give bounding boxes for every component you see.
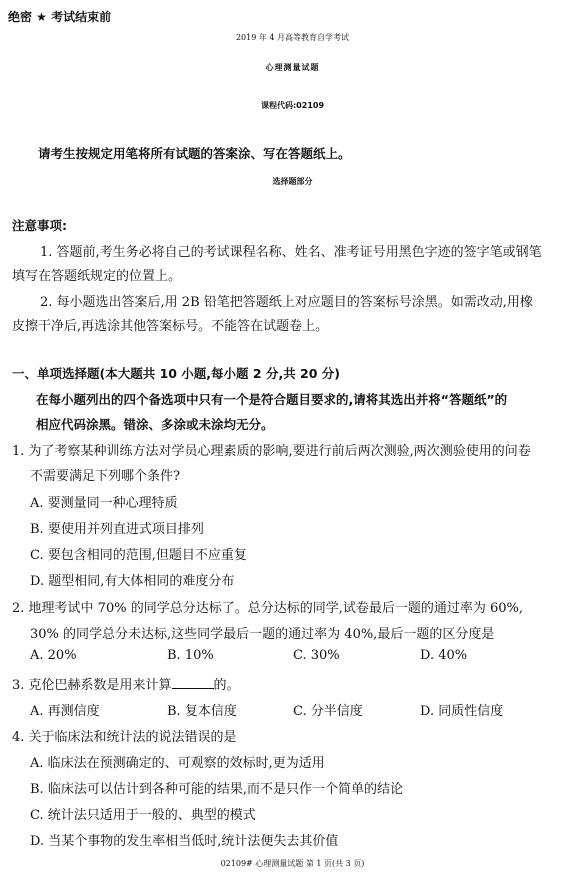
- note-1-line-2: 填写在答题纸规定的位置上。: [12, 269, 182, 284]
- q3-answer-blank: [172, 677, 214, 689]
- section-title: 选择题部分: [272, 177, 313, 186]
- q3-option-d: D. 同质性信度: [420, 704, 504, 719]
- main-instruction: 请考生按规定用笔将所有试题的答案涂、写在答题纸上。: [38, 146, 351, 161]
- q1-stem-line-1: 1. 为了考察某种训练方法对学员心理素质的影响,要进行前后两次测验,两次测验使用的问卷: [12, 444, 531, 459]
- q1-option-c: C. 要包含相同的范围,但题目不应重复: [30, 548, 247, 563]
- q1-option-b: B. 要使用并列直进式项目排列: [30, 522, 204, 537]
- q2-stem-line-1: 2. 地理考试中 70% 的同学总分达标了。总分达标的同学,试卷最后一题的通过率为 60%,: [12, 601, 523, 616]
- page-footer: 02109# 心理测量试题 第 1 页(共 3 页): [220, 859, 365, 868]
- q3-stem-after: 的。: [213, 678, 240, 693]
- q2-option-a: A. 20%: [30, 648, 77, 663]
- part1-desc-line-1: 在每小题列出的四个备选项中只有一个是符合题目要求的,请将其选出并将“答题纸”的: [36, 392, 508, 407]
- q3-option-c: C. 分半信度: [293, 704, 363, 719]
- paper-title: 心理测量试题: [265, 63, 320, 72]
- q4-option-b: B. 临床法可以估计到各种可能的结果,而不是只作一个简单的结论: [30, 782, 403, 797]
- note-2-line-1: 2. 每小题选出答案后,用 2B 铅笔把答题纸上对应题目的答案标号涂黑。如需改动,用橡: [40, 295, 533, 310]
- q2-option-c: C. 30%: [293, 648, 340, 663]
- q4-option-d: D. 当某个事物的发生率相当低时,统计法便失去其价值: [30, 834, 339, 849]
- part1-desc-line-2: 相应代码涂黑。错涂、多涂或未涂均无分。: [36, 417, 274, 432]
- q2-stem-line-2: 30% 的同学总分未达标,这些同学最后一题的通过率为 40%,最后一题的区分度是: [30, 627, 495, 642]
- q1-stem-line-2: 不需要满足下列哪个条件?: [30, 469, 180, 484]
- part1-heading: 一、单项选择题(本大题共 10 小题,每小题 2 分,共 20 分): [12, 366, 341, 381]
- note-2-line-2: 皮擦干净后,再选涂其他答案标号。不能答在试题卷上。: [12, 319, 329, 334]
- q1-option-d: D. 题型相同,有大体相同的难度分布: [30, 574, 235, 589]
- confidential-label: 绝密 ★ 考试结束前: [8, 10, 112, 24]
- q2-option-b: B. 10%: [167, 648, 214, 663]
- note-1-line-1: 1. 答题前,考生务必将自己的考试课程名称、姓名、准考证号用黑色字迹的签字笔或钢笔: [40, 245, 542, 260]
- q2-option-d: D. 40%: [420, 648, 468, 663]
- notes-heading: 注意事项:: [12, 218, 67, 233]
- course-code: 课程代码:02109: [260, 101, 325, 110]
- q3-option-b: B. 复本信度: [167, 704, 237, 719]
- q4-option-c: C. 统计法只适用于一般的、典型的模式: [30, 808, 256, 823]
- q3-option-a: A. 再测信度: [30, 704, 100, 719]
- q3-stem: [12, 674, 240, 693]
- q3-stem-before: 3. 克伦巴赫系数是用来计算: [12, 678, 172, 693]
- exam-title: 2019 年 4 月高等教育自学考试: [235, 33, 350, 42]
- q4-stem: 4. 关于临床法和统计法的说法错误的是: [12, 730, 237, 745]
- q4-option-a: A. 临床法在预测确定的、可观察的效标时,更为适用: [30, 756, 325, 771]
- q1-option-a: A. 要测量同一种心理特质: [30, 496, 178, 511]
